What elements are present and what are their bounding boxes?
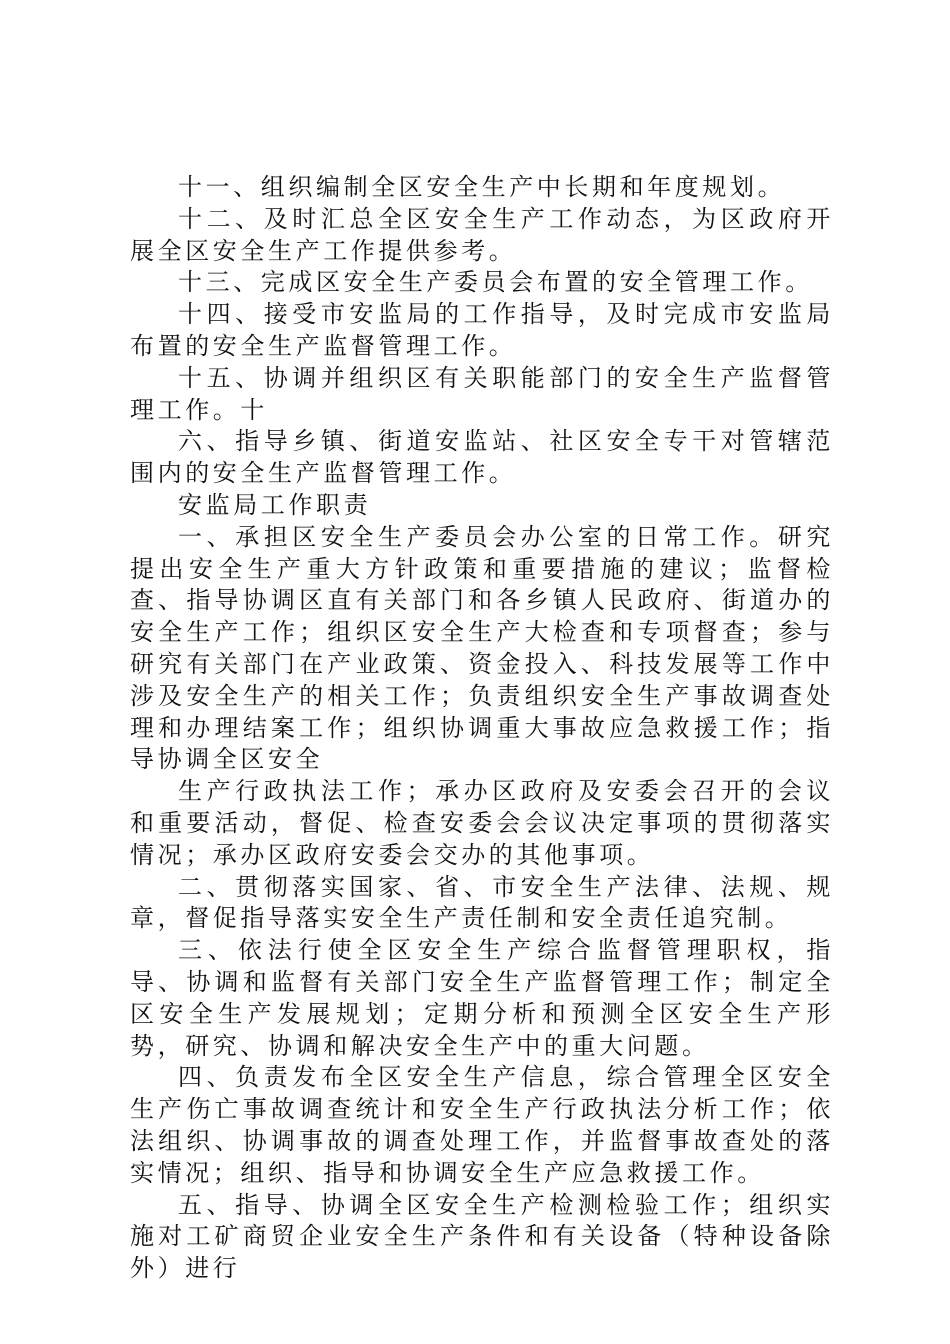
- paragraph: 五、指导、协调全区安全生产检测检验工作；组织实施对工矿商贸企业安全生产条件和有关设备（特种设备除外）进行: [130, 1190, 834, 1283]
- paragraph: 十四、接受市安监局的工作指导，及时完成市安监局布置的安全生产监督管理工作。: [130, 300, 834, 360]
- paragraph: 十二、及时汇总全区安全生产工作动态，为区政府开展全区安全生产工作提供参考。: [130, 204, 834, 265]
- paragraph: 十一、组织编制全区安全生产中长期和年度规划。: [178, 173, 786, 201]
- paragraph: 一、承担区安全生产委员会办公室的日常工作。研究提出安全生产重大方针政策和重要措施的建议；监督检查、指导协调区直有关部门和各乡镇人民政府、街道办的安全生产工作；组织区安全生产大检查和专项督查；参与研究有关部门在产业政策、资金投入、科技发展等工作中涉及安全生产的相关工作；负责组织安全生产事故调查处理和办理结案工作；组织协调重大事故应急救援工作；指导协调全区安全: [130, 522, 834, 774]
- paragraph: 三、依法行使全区安全生产综合监督管理职权，指导、协调和监督有关部门安全生产监督管理工作；制定全区安全生产发展规划；定期分析和预测全区安全生产形势，研究、协调和解决安全生产中的重大问题。: [130, 936, 834, 1060]
- paragraph: 生产行政执法工作；承办区政府及安委会召开的会议和重要活动，督促、检查安委会会议决定事项的贯彻落实情况；承办区政府安委会交办的其他事项。: [130, 777, 834, 869]
- paragraph: 十三、完成区安全生产委员会布置的安全管理工作。: [178, 268, 813, 297]
- paragraph: 六、指导乡镇、街道安监站、社区安全专干对管辖范围内的安全生产监督管理工作。: [130, 427, 834, 488]
- paragraph: 四、负责发布全区安全生产信息，综合管理全区安全生产伤亡事故调查统计和安全生产行政执法分析工作；依法组织、协调事故的调查处理工作，并监督事故查处的落实情况；组织、指导和协调安全生产应急救援工作。: [130, 1063, 834, 1187]
- section-heading: 安监局工作职责: [178, 490, 372, 519]
- paragraph: 二、贯彻落实国家、省、市安全生产法律、法规、规章，督促指导落实安全生产责任制和安全责任追究制。: [130, 872, 834, 933]
- paragraph: 十五、协调并组织区有关职能部门的安全生产监督管理工作。十: [130, 363, 834, 424]
- document-body: [130, 172, 834, 1285]
